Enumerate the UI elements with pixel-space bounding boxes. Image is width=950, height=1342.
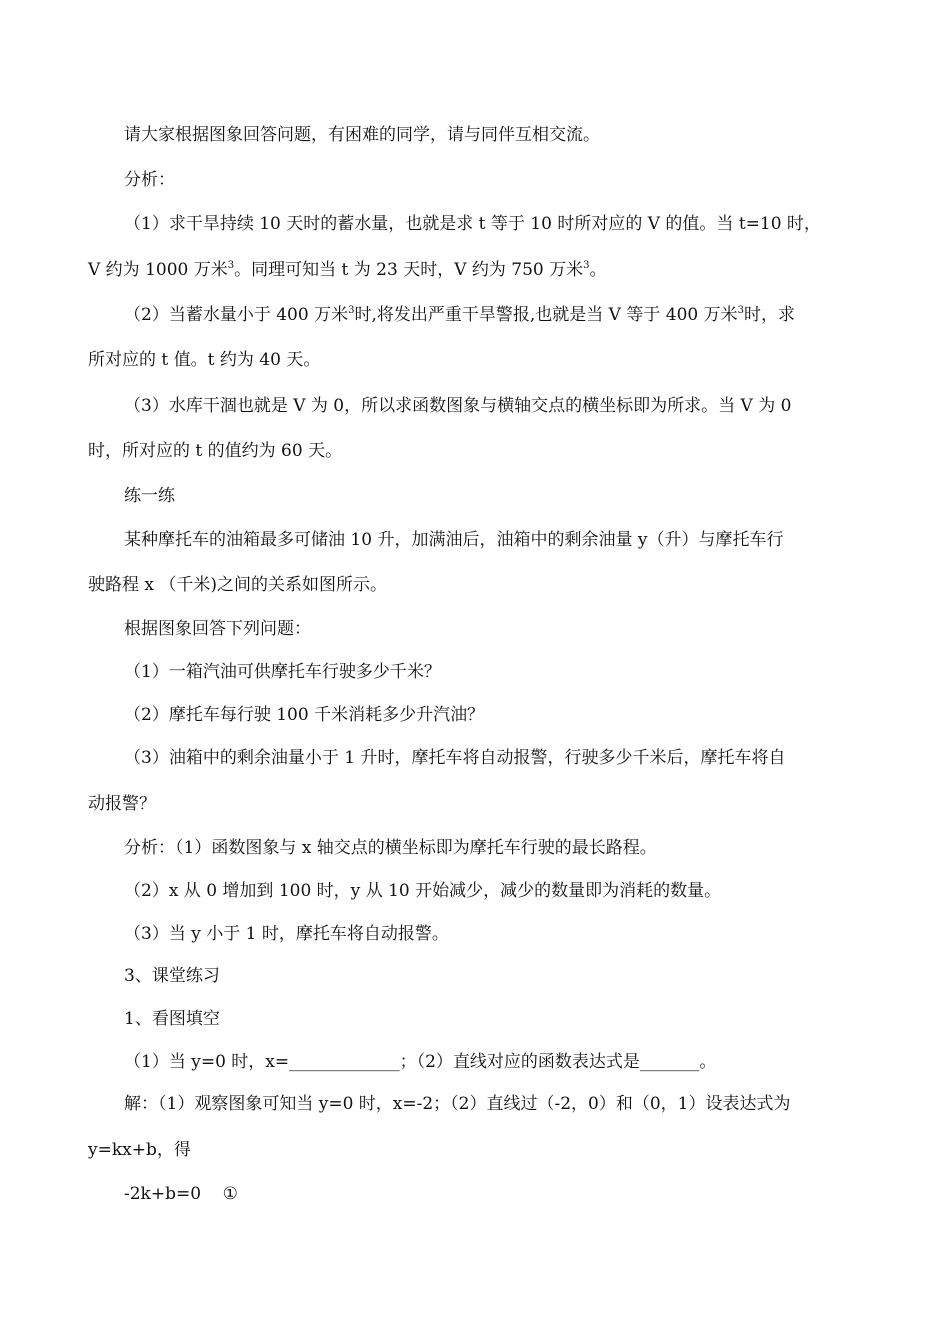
solution-line-2: y=kx+b，得	[88, 1140, 191, 1160]
analysis-item-2-line-1: （2）当蓄水量小于 400 万米$^3$时,将发出严重干旱警报,也就是当 V 等于 400 万米$^3$时，求	[124, 305, 795, 325]
solution-line-1: 解：（1）观察图象可知当 y=0 时，x=-2；（2）直线过（-2，0）和（0，1）设表达式为	[124, 1094, 791, 1114]
practice-heading: 练一练	[124, 486, 175, 506]
section-heading-3: 3、课堂练习	[124, 966, 220, 986]
analysis-item-1-line-1: （1）求干旱持续 10 天时的蓄水量，也就是求 t 等于 10 时所对应的 V 的值。当 t=10 时，	[124, 214, 821, 234]
intro-paragraph: 请大家根据图象回答问题，有困难的同学，请与同伴互相交流。	[124, 125, 600, 145]
exercise-1-question: （1）当 y=0 时，x=_____________；（2）直线对应的函数表达式是_______。	[124, 1052, 717, 1072]
analysis-item-3-line-1: （3）水库干涸也就是 V 为 0，所以求函数图象与横轴交点的横坐标即为所求。当 V 为 0	[124, 396, 792, 416]
question-3-line-1: （3）油箱中的剩余油量小于 1 升时，摩托车将自动报警，行驶多少千米后，摩托车将自	[124, 748, 786, 768]
question-3-line-2: 动报警？	[88, 794, 156, 814]
question-2: （2）摩托车每行驶 100 千米消耗多少升汽油？	[124, 705, 485, 725]
questions-intro: 根据图象回答下列问题：	[124, 619, 311, 639]
analysis-b-3: （3）当 y 小于 1 时，摩托车将自动报警。	[124, 924, 449, 944]
analysis-item-1-line-2: V 约为 1000 万米$^3$。同理可知当 t 为 23 天时，V 约为 750 万米$^3$。	[88, 260, 607, 280]
equation-1: -2k+b=0 ①	[124, 1184, 238, 1204]
practice-paragraph-line-1: 某种摩托车的油箱最多可储油 10 升，加满油后，油箱中的剩余油量 y（升）与摩托车行	[124, 530, 784, 550]
analysis-b-1: 分析：（1）函数图象与 x 轴交点的横坐标即为摩托车行驶的最长路程。	[124, 838, 657, 858]
analysis-b-2: （2）x 从 0 增加到 100 时，y 从 10 开始减少，减少的数量即为消耗的数量。	[124, 881, 722, 901]
analysis-heading: 分析：	[124, 170, 175, 190]
practice-paragraph-line-2: 驶路程 x （千米)之间的关系如图所示。	[88, 575, 388, 595]
analysis-item-2-line-2: 所对应的 t 值。t 约为 40 天。	[88, 350, 321, 370]
analysis-item-3-line-2: 时，所对应的 t 的值约为 60 天。	[88, 441, 343, 461]
exercise-1-heading: 1、看图填空	[124, 1009, 220, 1029]
question-1: （1）一箱汽油可供摩托车行驶多少千米？	[124, 662, 441, 682]
